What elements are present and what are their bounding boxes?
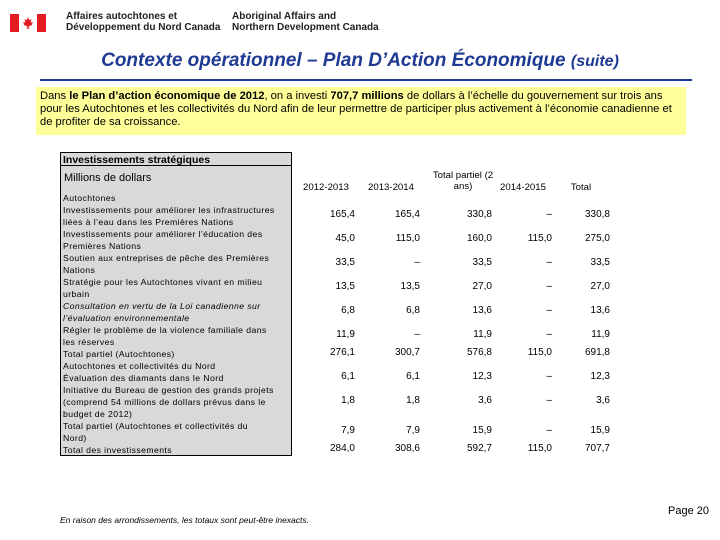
table-cell: 576,8 bbox=[466, 347, 492, 358]
row-label-line: Initiative du Bureau de gestion des grands projets bbox=[63, 385, 274, 395]
table-cell: 3,6 bbox=[596, 395, 610, 406]
table-cell: 284,0 bbox=[329, 443, 355, 454]
department-name-en: Aboriginal Affairs and Northern Development Canada bbox=[232, 11, 379, 33]
row-label-line: urbain bbox=[63, 289, 90, 299]
row-label-line: Total partiel (Autochtones) bbox=[63, 349, 175, 359]
table-cell: 6,8 bbox=[406, 305, 420, 316]
row-label-line: Autochtones bbox=[63, 193, 116, 203]
table-cell: 707,7 bbox=[584, 443, 610, 454]
table-cell: 13,5 bbox=[400, 281, 420, 292]
table-cell: 160,0 bbox=[466, 233, 492, 244]
row-label-line: Soutien aux entreprises de pêche des Premières bbox=[63, 253, 270, 263]
table-cell: 11,9 bbox=[591, 329, 610, 340]
unit-label: Millions de dollars bbox=[64, 172, 152, 184]
department-name-fr: Affaires autochtones et Développement du Nord Canada bbox=[66, 11, 221, 33]
table-cell: 330,8 bbox=[466, 209, 492, 220]
row-label-line: Nord) bbox=[63, 433, 87, 443]
table-cell: 15,9 bbox=[472, 425, 492, 436]
table-cell: 165,4 bbox=[394, 209, 420, 220]
row-label-line: les réserves bbox=[63, 337, 115, 347]
page-title: Contexte opérationnel – Plan D’Action Économique (suite) bbox=[101, 50, 619, 71]
table-cell: 592,7 bbox=[466, 443, 492, 454]
row-label-line: Investissements pour améliorer les infrastructures bbox=[63, 205, 275, 215]
table-cell: 12,3 bbox=[590, 371, 610, 382]
title-rule bbox=[40, 79, 692, 81]
table-cell: 33,5 bbox=[590, 257, 610, 268]
page-number: Page 20 bbox=[668, 505, 709, 517]
table-cell: – bbox=[414, 257, 420, 268]
row-label-line: Premières Nations bbox=[63, 241, 142, 251]
intro-paragraph: Dans le Plan d’action économique de 2012, on a investi 707,7 millions de dollars à l’échelle du gouvernement sur trois ans pour les Autochtones et les collectivités du Nord afin de leur permettre de participer plus activement à l’économie canadienne et de profiter de sa croissance. bbox=[36, 87, 686, 135]
table-heading: Investissements stratégiques bbox=[60, 152, 292, 166]
column-header: Total bbox=[570, 182, 592, 193]
table-cell: 330,8 bbox=[584, 209, 610, 220]
table-cell: 45,0 bbox=[335, 233, 355, 244]
table-cell: 300,7 bbox=[394, 347, 420, 358]
header bbox=[0, 0, 720, 44]
column-header: 2013-2014 bbox=[368, 182, 414, 193]
table-cell: 33,5 bbox=[335, 257, 355, 268]
table-cell: 6,8 bbox=[341, 305, 355, 316]
row-label-line: Total partiel (Autochtones et collectivités du bbox=[63, 421, 248, 431]
row-label-list bbox=[63, 192, 289, 456]
table-cell: 15,9 bbox=[590, 425, 610, 436]
table-cell: 27,0 bbox=[590, 281, 610, 292]
table-cell: 115,0 bbox=[395, 233, 420, 244]
table-cell: – bbox=[414, 329, 420, 340]
table-cell: 276,1 bbox=[329, 347, 355, 358]
table-cell: 11,9 bbox=[336, 329, 355, 340]
row-label-line: Investissements pour améliorer l’éducation des bbox=[63, 229, 263, 239]
footnote: En raison des arrondissements, les totaux sont peut-être inexacts. bbox=[60, 515, 309, 525]
row-label-line: Autochtones et collectivités du Nord bbox=[63, 361, 216, 371]
table-cell: 115,0 bbox=[527, 443, 552, 454]
table-cell: 275,0 bbox=[584, 233, 610, 244]
table-cell: – bbox=[546, 371, 552, 382]
row-label-line: Consultation en vertu de la Loi canadienne sur bbox=[63, 301, 261, 311]
table-cell: 7,9 bbox=[406, 425, 420, 436]
table-cell: 115,0 bbox=[527, 347, 552, 358]
table-cell: 3,6 bbox=[478, 395, 492, 406]
table-cell: – bbox=[546, 209, 552, 220]
row-label-line: liées à l’eau dans les Premières Nations bbox=[63, 217, 234, 227]
row-label-line: Total des investissements bbox=[63, 445, 172, 455]
table-cell: 11,9 bbox=[473, 329, 492, 340]
row-label-line: Évaluation des diamants dans le Nord bbox=[63, 373, 224, 383]
table-cell: 308,6 bbox=[394, 443, 420, 454]
table-cell: 13,6 bbox=[472, 305, 492, 316]
table-cell: 7,9 bbox=[341, 425, 355, 436]
row-label-line: Nations bbox=[63, 265, 96, 275]
canada-flag-icon bbox=[10, 14, 46, 32]
table-cell: – bbox=[546, 257, 552, 268]
table-cell: 6,1 bbox=[341, 371, 355, 382]
table-cell: – bbox=[546, 281, 552, 292]
table-cell: – bbox=[546, 425, 552, 436]
table-cell: – bbox=[546, 395, 552, 406]
table-cell: 13,5 bbox=[335, 281, 355, 292]
table-cell: – bbox=[546, 305, 552, 316]
row-label-line: Régler le problème de la violence familiale dans bbox=[63, 325, 267, 335]
row-label-line: Stratégie pour les Autochtones vivant en milieu bbox=[63, 277, 263, 287]
row-label-line: l’évaluation environnementale bbox=[63, 313, 190, 323]
table-cell: 27,0 bbox=[472, 281, 492, 292]
column-header: Total partiel (2 ans) bbox=[432, 170, 494, 192]
table-cell: 12,3 bbox=[472, 371, 492, 382]
title-suite: (suite) bbox=[570, 53, 619, 70]
row-label-line: (comprend 54 millions de dollars prévus dans le bbox=[63, 397, 266, 407]
table-cell: 1,8 bbox=[406, 395, 420, 406]
column-header: 2014-2015 bbox=[500, 182, 546, 193]
table-cell: 33,5 bbox=[472, 257, 492, 268]
table-cell: 115,0 bbox=[527, 233, 552, 244]
column-header: 2012-2013 bbox=[303, 182, 349, 193]
row-label-line: budget de 2012) bbox=[63, 409, 133, 419]
table-cell: 691,8 bbox=[584, 347, 610, 358]
table-cell: 1,8 bbox=[341, 395, 355, 406]
table-cell: 13,6 bbox=[590, 305, 610, 316]
table-cell: – bbox=[546, 329, 552, 340]
table-cell: 165,4 bbox=[329, 209, 355, 220]
table-cell: 6,1 bbox=[406, 371, 420, 382]
